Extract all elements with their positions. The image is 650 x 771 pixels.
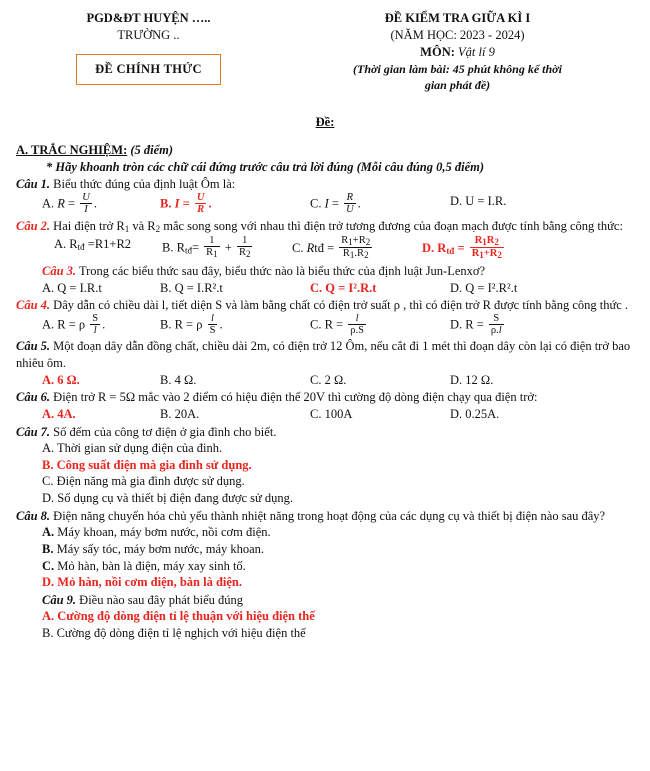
question-1-label: Câu 1.: [16, 177, 51, 192]
question-9-text: Điều nào sau đây phát biểu đúng: [79, 592, 244, 607]
question-7: [16, 424, 634, 441]
option-4-a[interactable]: A. R = ρ $\frac{S}{l}$ .: [42, 312, 106, 337]
question-6: [16, 389, 634, 406]
question-8-label: Câu 8.: [16, 508, 51, 523]
option-3-b[interactable]: B. Q = I.R².t: [160, 280, 223, 295]
question-4-text: Dây dẫn có chiều dài l, tiết diện S và làm bằng chất có điện trở suất ρ , thì có điện trở R được tính bằng công thức .: [53, 298, 629, 313]
option-4-b[interactable]: B. R = ρ $\frac{l}{S}$ .: [160, 312, 223, 337]
section-a-label: A. TRẮC NGHIỆM:: [16, 143, 128, 157]
option-8-c[interactable]: C. Mỏ hàn, bàn là điện, máy xay sinh tố.: [42, 558, 246, 573]
question-5-label: Câu 5.: [16, 339, 51, 354]
de-heading: [16, 115, 634, 130]
question-1: [16, 176, 634, 193]
option-3-d[interactable]: D. Q = I².R².t: [450, 280, 518, 295]
option-8-b[interactable]: B. Máy sấy tóc, máy bơm nước, máy khoan.: [42, 541, 265, 556]
option-1-d[interactable]: D. U = I.R.: [450, 193, 507, 208]
option-7-d[interactable]: D. Số dụng cụ và thiết bị điện đang được sử dụng.: [42, 491, 294, 506]
option-5-b[interactable]: B. 4 Ω.: [160, 372, 197, 387]
question-4-options: [16, 314, 634, 338]
option-7-b[interactable]: B. Công suất điện mà gia đình sử dụng.: [42, 457, 252, 472]
option-6-a[interactable]: A. 4A.: [42, 406, 76, 421]
header-exam-block: [281, 8, 634, 93]
option-6-c[interactable]: C. 100A: [310, 406, 353, 421]
question-6-label: Câu 6.: [16, 390, 51, 405]
question-3-options: [16, 280, 634, 297]
option-6-b[interactable]: B. 20A.: [160, 406, 200, 421]
question-5-text: Một đoạn dây dẫn đồng chất, chiều dài 2m, có điện trở 12 Ôm, nếu cắt đi 1 mét thì đoạn dây còn lại có điện trở bao nhiêu ôm.: [16, 339, 631, 371]
option-1-a[interactable]: A. R = $\frac{U}{I}$ .: [42, 191, 97, 216]
question-3-label: Câu 3.: [42, 263, 77, 278]
option-2-d[interactable]: D. $R_{tđ}$ = $\frac{R1R2}{R1+R2}$: [422, 234, 502, 261]
question-7-label: Câu 7.: [16, 424, 51, 439]
option-8-d[interactable]: D. Mỏ hàn, nồi cơm điện, bàn là điện.: [42, 575, 243, 590]
question-2-label: Câu 2.: [16, 218, 51, 233]
school-name: TRƯỜNG ..: [117, 27, 180, 42]
official-exam-stamp: ĐỀ CHÍNH THỨC: [76, 54, 221, 85]
option-4-d[interactable]: D. R = $\frac{S}{\rho.l}$: [450, 312, 502, 337]
question-2-options: [16, 236, 634, 262]
subject-value: Vật lí 9: [458, 44, 495, 59]
department-name: PGD&ĐT HUYỆN …..: [86, 11, 211, 25]
section-a-points: (5 điểm): [130, 143, 174, 157]
question-5-options: [16, 372, 634, 389]
question-4: [16, 297, 634, 314]
question-7-text: Số đếm của công tơ điện ở gia đình cho biết.: [53, 424, 277, 439]
option-2-c[interactable]: C. Rtđ = $\frac{R1+R2}{R1.R2}$: [292, 234, 371, 261]
option-6-d[interactable]: D. 0.25A.: [450, 406, 500, 421]
option-2-b[interactable]: B. $R_{tđ}=$ $\frac{1}{R1}$ + $\frac{1}{R2}$: [162, 234, 251, 259]
question-1-text: Biểu thức đúng của định luật Ôm là:: [53, 177, 236, 192]
question-4-label: Câu 4.: [16, 298, 51, 313]
option-7-a[interactable]: A. Thời gian sử dụng điện của đinh.: [42, 441, 223, 456]
option-1-c[interactable]: C. I = $\frac{R}{U}$ .: [310, 191, 361, 216]
question-1-options: [16, 193, 634, 217]
option-9-a[interactable]: A. Cường độ dòng điện tỉ lệ thuận với hiệu điện thế: [42, 609, 315, 624]
option-5-d[interactable]: D. 12 Ω.: [450, 372, 494, 387]
question-8-text: Điện năng chuyển hóa chủ yếu thành nhiệt năng trong hoạt động của các dụng cụ và thiết bị điện nào sau đây?: [53, 508, 606, 523]
option-5-c[interactable]: C. 2 Ω.: [310, 372, 347, 387]
duration-line-2: gian phát đề): [424, 77, 491, 92]
question-6-options: [16, 406, 634, 423]
option-3-c[interactable]: C. Q = I².R.t: [310, 280, 377, 295]
school-year: (NĂM HỌC: 2023 - 2024): [390, 27, 525, 42]
option-2-a[interactable]: A. $R_{tđ} =R1+R2$: [54, 236, 132, 252]
question-2-text: Hai điện trở $R_1$ và $R_2$ mắc song song với nhau thì điện trở tương đương của đoạn mạch được tính bằng công thức:: [53, 218, 623, 234]
exam-content: [16, 142, 634, 642]
question-8: [16, 508, 634, 525]
option-5-a[interactable]: A. 6 Ω.: [42, 372, 80, 387]
option-9-b[interactable]: B. Cường độ dòng điện tỉ lệ nghịch với hiệu điện thế: [42, 626, 306, 641]
option-8-a[interactable]: A. Máy khoan, máy bơm nước, nồi cơm điện.: [42, 525, 271, 540]
option-3-a[interactable]: A. Q = I.R.t: [42, 280, 102, 295]
question-2: [16, 218, 634, 236]
question-5: [16, 338, 634, 371]
option-4-c[interactable]: C. R = $\frac{l}{\rho.S}$: [310, 312, 364, 337]
question-9: [16, 592, 634, 609]
header-school-block: [16, 8, 281, 85]
section-a-title: [16, 142, 634, 159]
subject-label: MÔN:: [420, 44, 455, 59]
question-6-text: Điện trở R = 5Ω mắc vào 2 điểm có hiệu điện thế 20V thì cường độ dòng điện chạy qua điện trở:: [53, 390, 538, 405]
option-7-c[interactable]: C. Điện năng mà gia đình được sử dụng.: [42, 474, 245, 489]
exam-title: ĐỀ KIỂM TRA GIỮA KÌ I: [384, 11, 531, 25]
question-3: [16, 263, 634, 280]
option-1-b[interactable]: B. I = $\frac{U}{R}$ .: [160, 191, 212, 216]
section-a-note: * Hãy khoanh tròn các chữ cái đứng trước câu trả lời đúng (Mỗi câu đúng 0,5 điểm): [46, 159, 485, 174]
de-heading-text: Đề:: [315, 115, 335, 129]
duration-line-1: (Thời gian làm bài: 45 phút không kể thời: [353, 61, 562, 76]
question-3-text: Trong các biểu thức sau đây, biểu thức nào là biểu thức của định luật Jun-Lenxơ?: [78, 263, 486, 278]
subject-line: [281, 44, 634, 61]
document-header: [16, 8, 634, 93]
question-9-label: Câu 9.: [42, 592, 77, 607]
